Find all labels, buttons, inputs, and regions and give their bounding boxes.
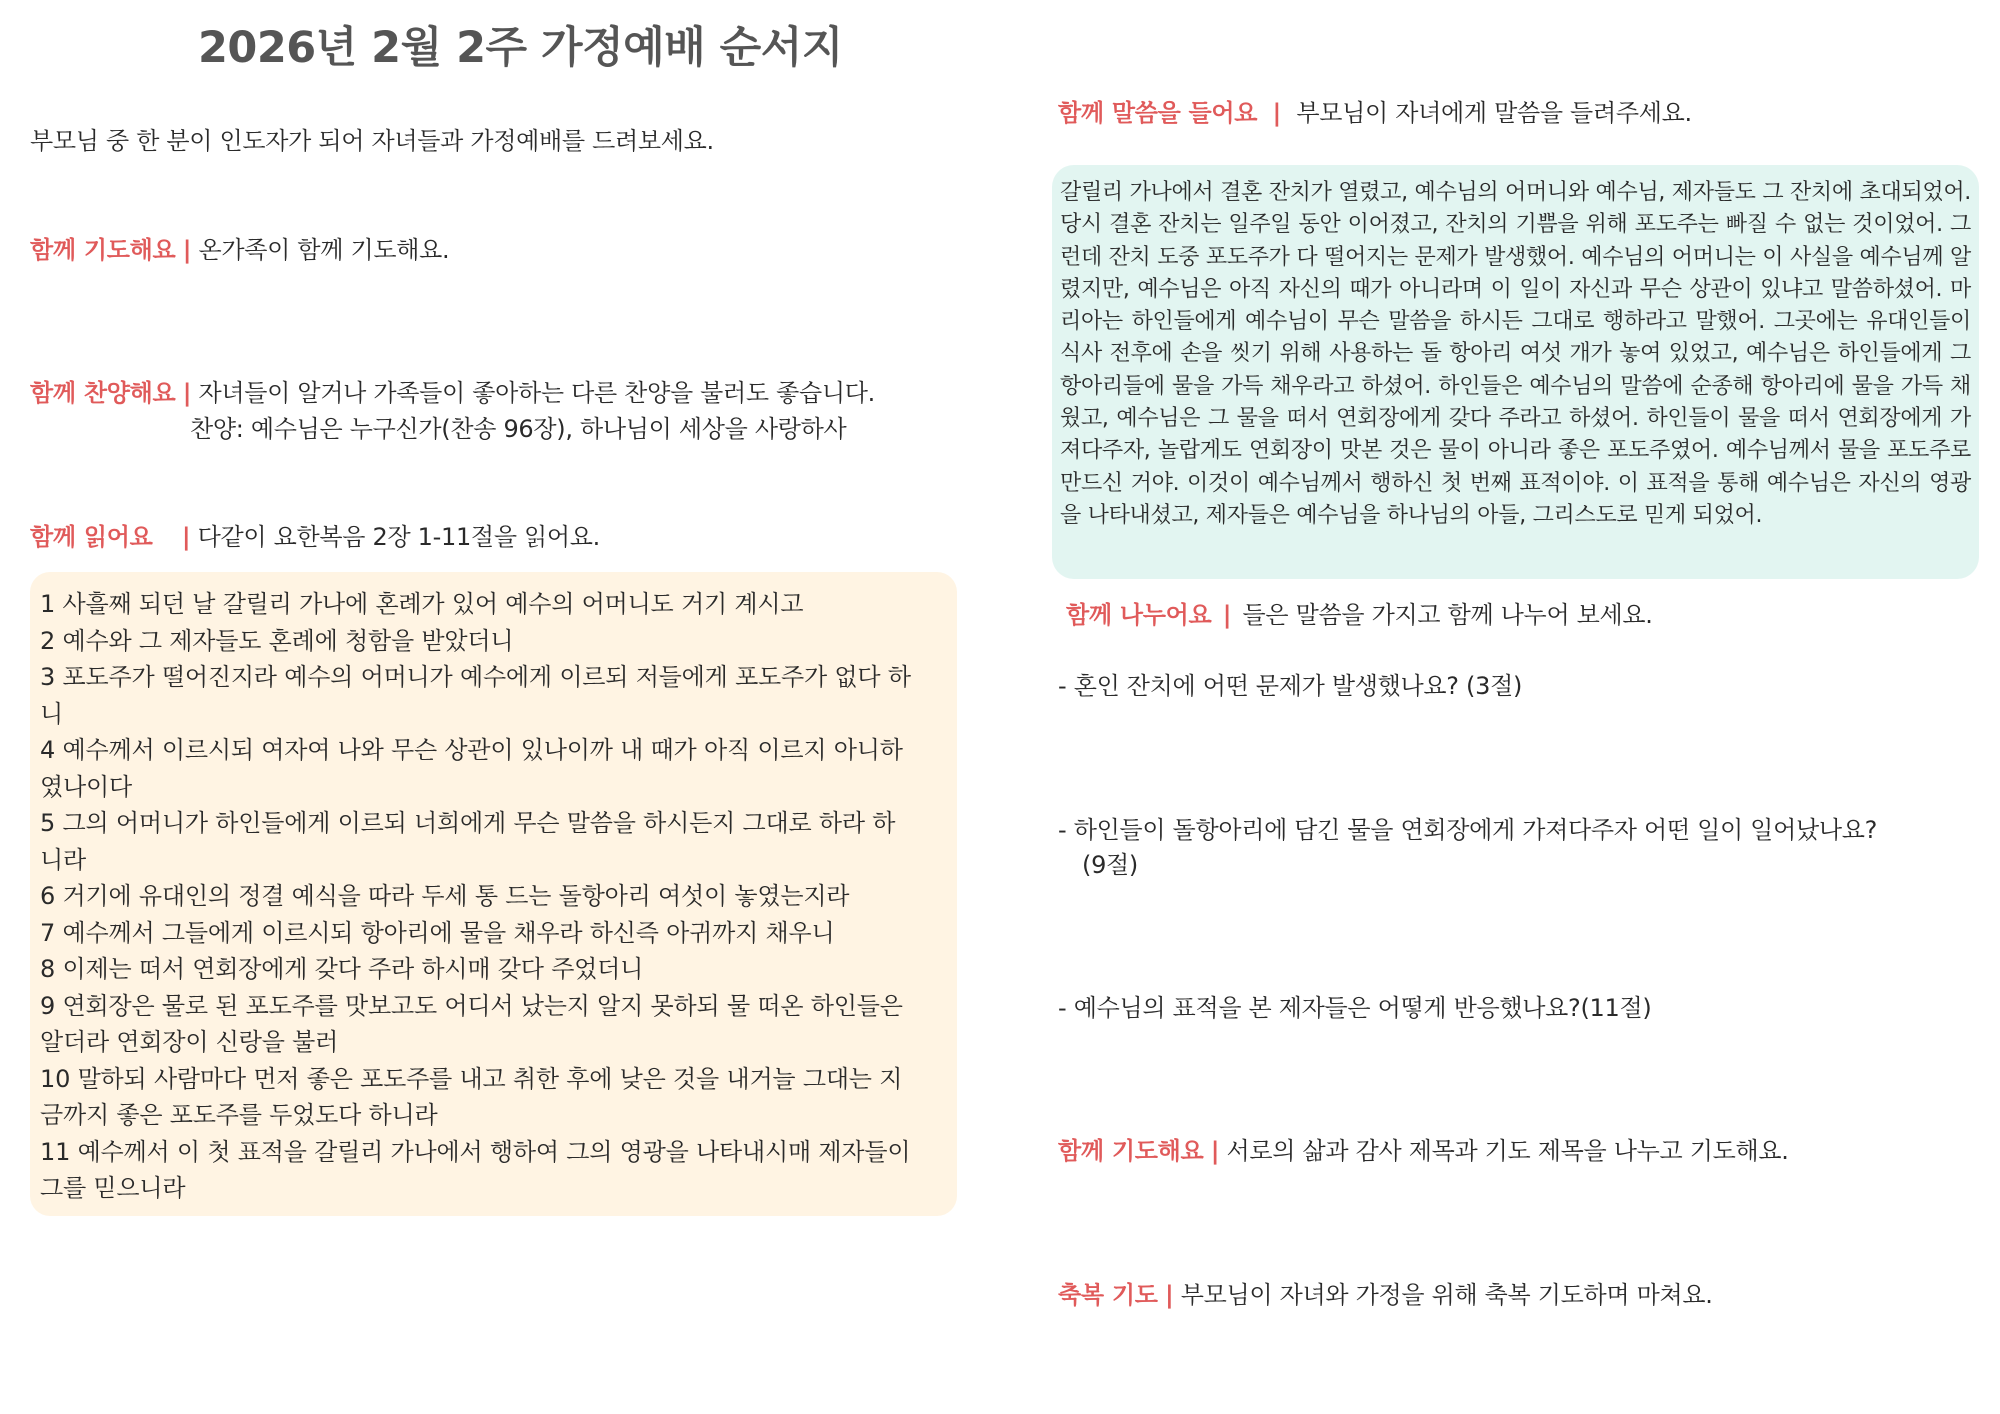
question-1: - 혼인 잔치에 어떤 문제가 발생했나요? (3절) — [1058, 672, 1523, 700]
section-praise-label: 함께 찬양해요 — [30, 379, 176, 407]
scripture-line: 1 사흘째 되던 날 갈릴리 가나에 혼례가 있어 예수의 어머니도 거기 계시고 — [40, 590, 804, 618]
question-2: - 하인들이 돌항아리에 담긴 물을 연회장에게 가져다주자 어떤 일이 일어났나요? — [1058, 816, 1878, 844]
section-listen-text: 부모님이 자녀에게 말씀을 들려주세요. — [1296, 99, 1692, 127]
section-listen-label: 함께 말씀을 들어요 — [1058, 99, 1258, 127]
section-praise-text: 자녀들이 알거나 가족들이 좋아하는 다른 찬양을 불러도 좋습니다. — [198, 379, 876, 407]
scripture-line: 2 예수와 그 제자들도 혼례에 청함을 받았더니 — [40, 626, 514, 655]
separator-bar: | — [1210, 1137, 1220, 1165]
scripture-line: 5 그의 어머니가 하인들에게 이르되 너희에게 무슨 말씀을 하시든지 그대로 하라 하 — [40, 809, 896, 837]
scripture-line: 였나이다 — [40, 772, 132, 801]
question-3: - 예수님의 표적을 본 제자들은 어떻게 반응했나요?(11절) — [1058, 994, 1652, 1022]
separator-bar: | — [1272, 99, 1281, 127]
section-blessing-text: 부모님이 자녀와 가정을 위해 축복 기도하며 마쳐요. — [1180, 1281, 1713, 1309]
scripture-line: 3 포도주가 떨어진지라 예수의 어머니가 예수에게 이르되 저들에게 포도주가 없다 하 — [40, 663, 911, 691]
separator-bar: | — [1222, 601, 1232, 629]
scripture-line: 6 거기에 유대인의 정결 예식을 따라 두세 통 드는 돌항아리 여섯이 놓였는지라 — [40, 882, 850, 910]
scripture-line: 니라 — [40, 845, 86, 874]
scripture-line: 10 말하되 사람마다 먼저 좋은 포도주를 내고 취한 후에 낮은 것을 내거늘 그대는 지 — [40, 1064, 903, 1093]
section-read-text: 다같이 요한복음 2장 1-11절을 읽어요. — [197, 523, 601, 551]
separator-bar: | — [1164, 1281, 1174, 1309]
question-2-verse: (9절) — [1082, 851, 1138, 879]
separator-bar: | — [181, 523, 191, 551]
scripture-line: 8 이제는 떠서 연회장에게 갖다 주라 하시매 갖다 주었더니 — [40, 955, 644, 983]
scripture-line: 4 예수께서 이르시되 여자여 나와 무슨 상관이 있나이까 내 때가 아직 이르지 아니하 — [40, 736, 903, 764]
section-praise — [30, 376, 875, 410]
scripture-line: 9 연회장은 물로 된 포도주를 맛보고도 어디서 났는지 알지 못하되 물 떠온 하인들은 — [40, 991, 903, 1020]
section-read — [30, 520, 600, 554]
section-pray2-label: 함께 기도해요 — [1058, 1137, 1204, 1165]
section-pray-label: 함께 기도해요 — [30, 236, 176, 264]
section-pray2 — [1058, 1134, 1789, 1168]
section-share-label: 함께 나누어요 — [1066, 601, 1212, 629]
section-blessing-label: 축복 기도 — [1058, 1281, 1158, 1309]
separator-bar: | — [182, 236, 192, 264]
scripture-line: 니 — [40, 699, 63, 728]
page-title: 2026년 2월 2주 가정예배 순서지 — [198, 23, 843, 73]
scripture-line: 알더라 연회장이 신랑을 불러 — [40, 1028, 339, 1056]
section-pray-text: 온가족이 함께 기도해요. — [198, 236, 450, 264]
praise-songs: 찬양: 예수님은 누구신가(찬송 96장), 하나님이 세상을 사랑하사 — [190, 415, 847, 443]
section-pray — [30, 233, 449, 267]
section-blessing — [1058, 1278, 1713, 1312]
intro-text: 부모님 중 한 분이 인도자가 되어 자녀들과 가정예배를 드려보세요. — [30, 127, 714, 155]
story-box — [1052, 165, 1979, 579]
section-share-text: 들은 말씀을 가지고 함께 나누어 보세요. — [1242, 601, 1653, 629]
section-listen — [1058, 96, 1692, 130]
scripture-line: 금까지 좋은 포도주를 두었도다 하니라 — [40, 1101, 438, 1129]
section-share — [1066, 598, 1653, 632]
section-read-label: 함께 읽어요 — [30, 523, 153, 551]
scripture-line: 그를 믿으니라 — [40, 1174, 186, 1202]
section-pray2-text: 서로의 삶과 감사 제목과 기도 제목을 나누고 기도해요. — [1226, 1137, 1789, 1165]
scripture-box — [30, 572, 957, 1216]
scripture-line: 11 예수께서 이 첫 표적을 갈릴리 가나에서 행하여 그의 영광을 나타내시매 제자들이 — [40, 1137, 911, 1166]
story-text: 갈릴리 가나에서 결혼 잔치가 열렸고, 예수님의 어머니와 예수님, 제자들도 그 잔치에 초대되었어. 당시 결혼 잔치는 일주일 동안 이어졌고, 잔치의 기쁨을 위해 포도주는 빠질 수 없는 것이었어. 그런데 잔치 도중 포도주가 다 떨어지는 문제가 발생했어. 예수님의 어머니는 이 사실을 예수님께 알렸지만, 예수님은 아직 자신의 때가 아니라며 이 일이 자신과 무슨 상관이 있냐고 말씀하셨어. 마리아는 하인들에게 예수님이 무슨 말씀을 하시든 그대로 행하라고 말했어. 그곳에는 유대인들이 식사 전후에 손을 씻기 위해 사용하는 돌 항아리 여섯 개가 놓여 있었고, 예수님은 하인들에게 그 항아리들에 물을 가득 채우라고 하셨어. 하인들은 예수님의 말씀에 순종해 항아리에 물을 가득 채웠고, 예수님은 그 물을 떠서 연회장에게 갖다 주라고 하셨어. 하인들이 물을 떠서 연회장에게 가져다주자, 놀랍게도 연회장이 맛본 것은 물이 아니라 좋은 포도주였어. 예수님께서 물을 포도주로 만드신 거야. 이것이 예수님께서 행하신 첫 번째 표적이야. 이 표적을 통해 예수님은 자신의 영광을 나타내셨고, 제자들은 예수님을 하나님의 아들, 그리스도로 믿게 되었어. — [1060, 180, 1971, 528]
separator-bar: | — [182, 379, 192, 407]
scripture-line: 7 예수께서 그들에게 이르시되 항아리에 물을 채우라 하신즉 아귀까지 채우니 — [40, 918, 835, 947]
